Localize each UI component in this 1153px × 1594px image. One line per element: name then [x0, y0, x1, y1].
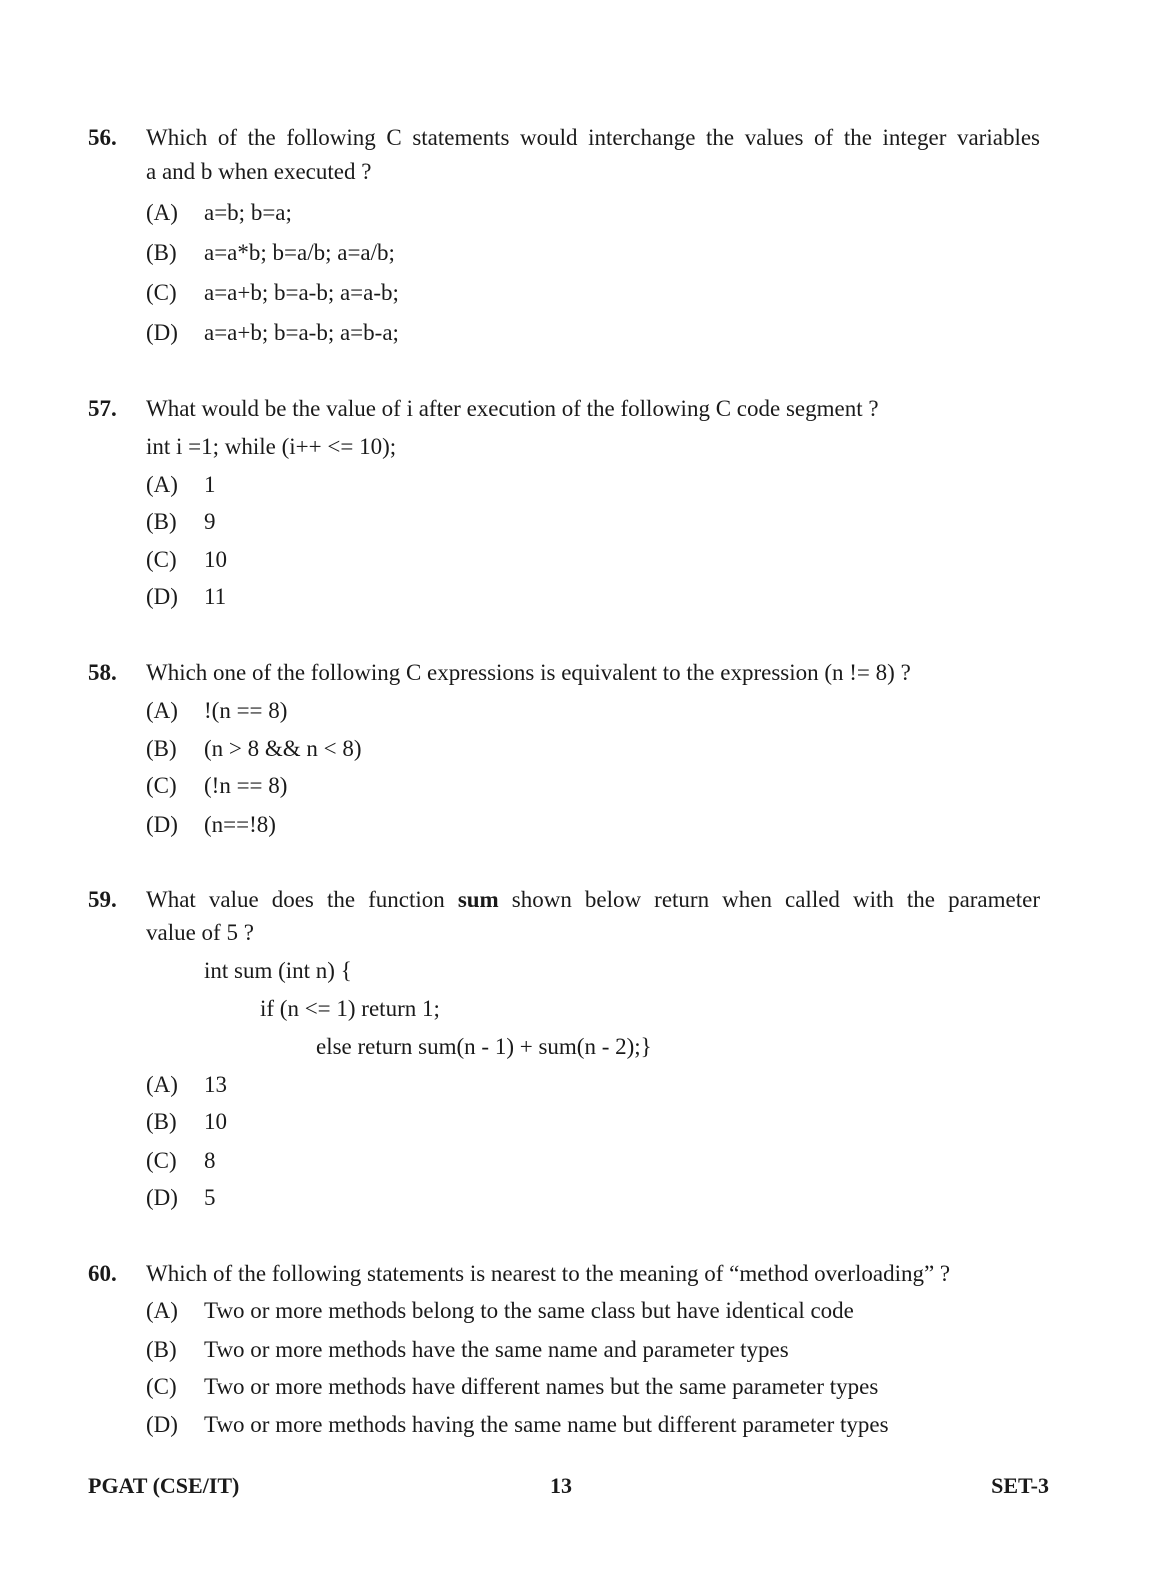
option-text-d: Two or more methods having the same name but different parameter types [204, 1412, 889, 1437]
option-letter-c: (C) [146, 1148, 177, 1173]
option-text-d: 5 [204, 1185, 216, 1210]
option-letter-a: (A) [146, 1298, 178, 1323]
option-text-b: 10 [204, 1109, 227, 1134]
option-letter-c: (C) [146, 280, 177, 305]
question-stem-line-1: Which of the following C statements would interchange the values of the integer variables [146, 125, 1040, 150]
option-text-c: 8 [204, 1148, 216, 1173]
question-stem-line-1 [146, 888, 1040, 911]
code-line-1: int sum (int n) { [204, 958, 352, 983]
option-text-a: !(n == 8) [204, 698, 288, 723]
option-letter-b: (B) [146, 240, 177, 265]
question-number: 59. [88, 887, 117, 912]
option-text-a: a=b; b=a; [204, 200, 292, 225]
page-number: 13 [550, 1473, 572, 1498]
question-stem-line-1: What would be the value of i after execution of the following C code segment ? [146, 396, 879, 421]
footer-exam-code: PGAT (CSE/IT) [88, 1473, 240, 1498]
option-text-b: 9 [204, 509, 216, 534]
question-stem-line-2: value of 5 ? [146, 920, 254, 945]
option-text-d: 11 [204, 584, 227, 609]
option-letter-b: (B) [146, 1337, 177, 1362]
question-number: 56. [88, 125, 117, 150]
question-stem-line-1: Which of the following statements is nearest to the meaning of “method overloading” ? [146, 1261, 951, 1286]
option-letter-a: (A) [146, 698, 178, 723]
function-name: sum [457, 887, 499, 912]
option-letter-d: (D) [146, 1412, 178, 1437]
question-code-line: int i =1; while (i++ <= 10); [146, 434, 397, 459]
option-letter-a: (A) [146, 200, 178, 225]
option-letter-d: (D) [146, 320, 178, 345]
question-stem-line-2: a and b when executed ? [146, 159, 372, 184]
question-number: 58. [88, 660, 117, 685]
code-line-3: else return sum(n - 1) + sum(n - 2);} [316, 1034, 652, 1059]
question-stem-line-1: Which one of the following C expressions is equivalent to the expression (n != 8) ? [146, 660, 911, 685]
option-text-b: Two or more methods have the same name and parameter types [204, 1337, 789, 1362]
option-letter-b: (B) [146, 1109, 177, 1134]
option-letter-b: (B) [146, 736, 177, 761]
option-letter-d: (D) [146, 584, 178, 609]
option-text-c: Two or more methods have different names but the same parameter types [204, 1374, 879, 1399]
option-text-b: (n > 8 && n < 8) [204, 736, 362, 761]
option-text-c: a=a+b; b=a-b; a=a-b; [204, 280, 399, 305]
option-letter-c: (C) [146, 547, 177, 572]
option-text-a: 1 [204, 472, 216, 497]
option-letter-d: (D) [146, 1185, 178, 1210]
option-text-c: 10 [204, 547, 227, 572]
option-letter-b: (B) [146, 509, 177, 534]
stem-text: shown below return when called with the parameter [511, 887, 1040, 912]
option-letter-d: (D) [146, 812, 178, 837]
code-line-2: if (n <= 1) return 1; [260, 996, 440, 1021]
option-letter-c: (C) [146, 1374, 177, 1399]
option-text-a: 13 [204, 1072, 227, 1097]
option-text-d: a=a+b; b=a-b; a=b-a; [204, 320, 399, 345]
option-text-c: (!n == 8) [204, 773, 288, 798]
option-letter-a: (A) [146, 472, 178, 497]
question-number: 57. [88, 396, 117, 421]
stem-text: What value does the function [146, 887, 445, 912]
option-text-d: (n==!8) [204, 812, 276, 837]
option-text-a: Two or more methods belong to the same class but have identical code [204, 1298, 854, 1323]
option-letter-a: (A) [146, 1072, 178, 1097]
option-text-b: a=a*b; b=a/b; a=a/b; [204, 240, 395, 265]
question-number: 60. [88, 1261, 117, 1286]
option-letter-c: (C) [146, 773, 177, 798]
footer-set-code: SET-3 [991, 1473, 1049, 1498]
